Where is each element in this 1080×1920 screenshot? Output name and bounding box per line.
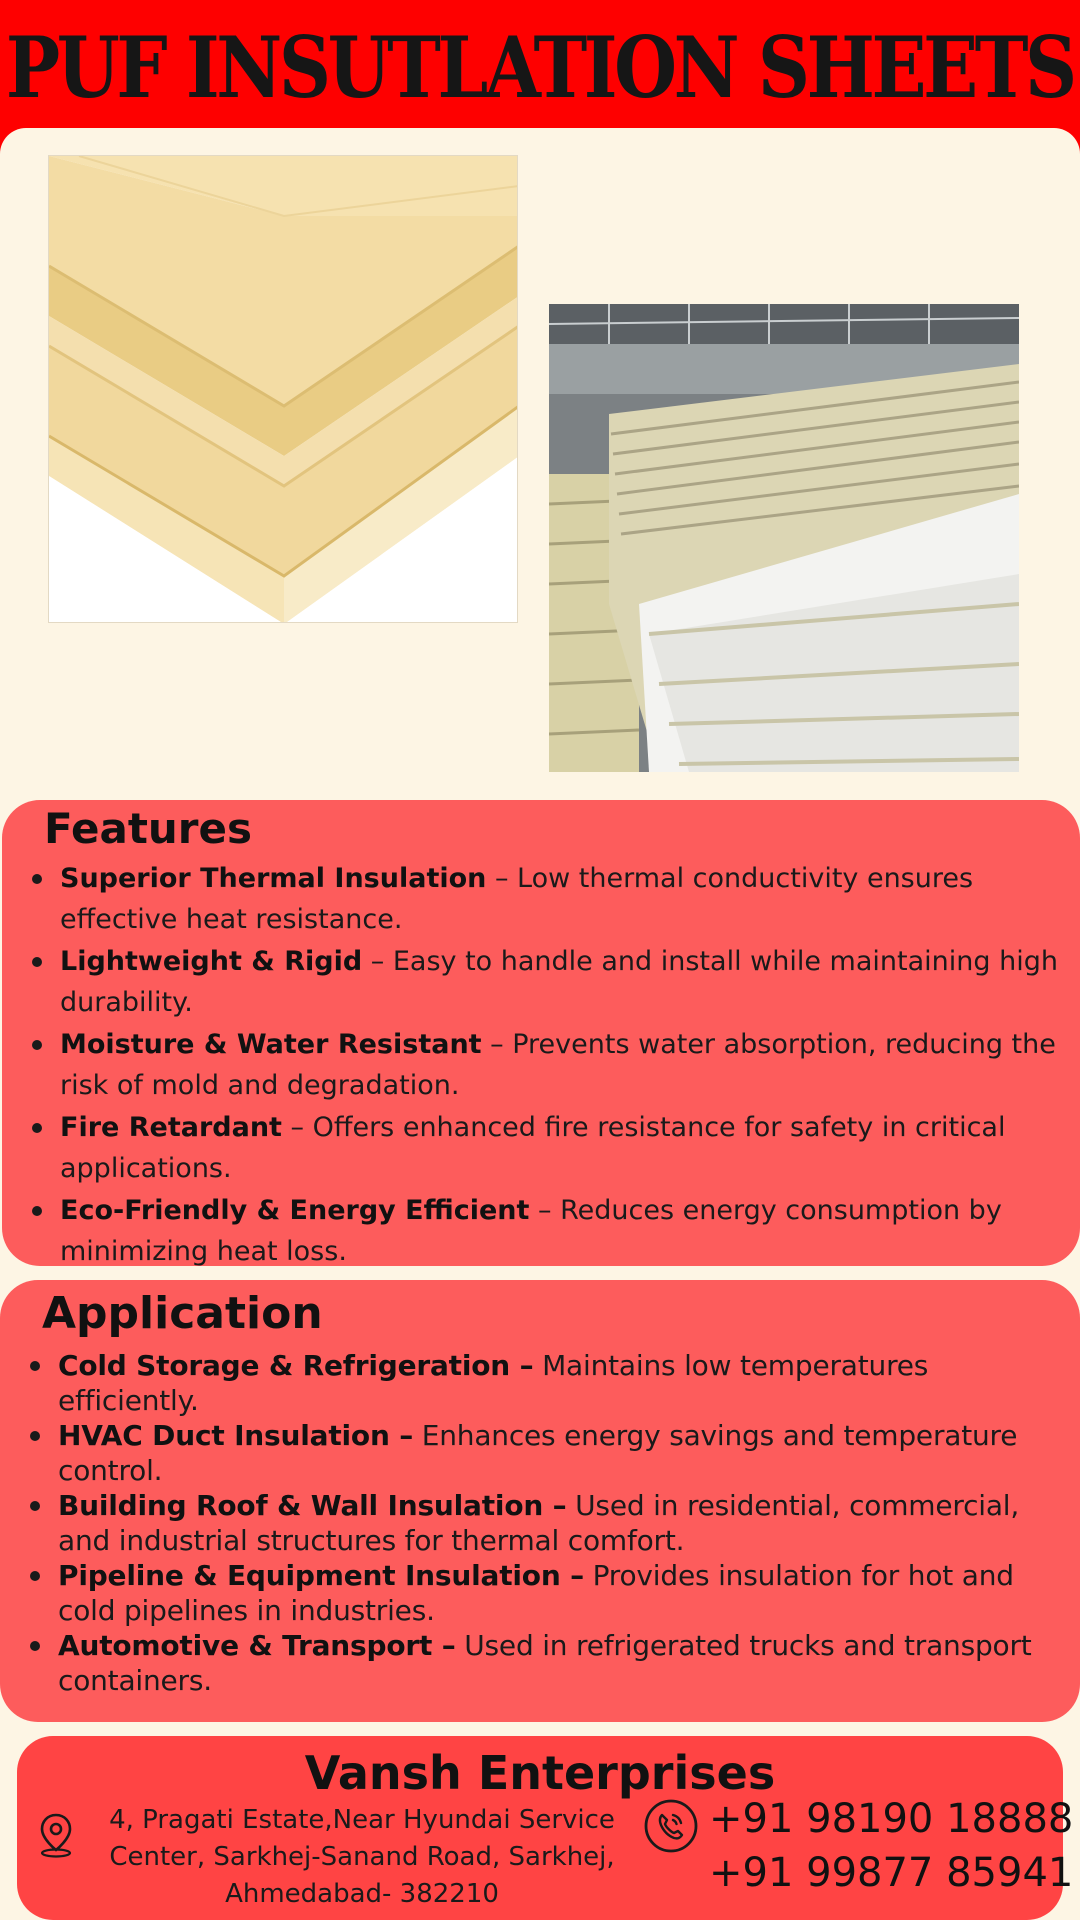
list-item <box>28 941 1078 1023</box>
phone-number[interactable]: +91 99877 85941 <box>709 1850 1074 1896</box>
list-item <box>26 1628 1076 1698</box>
list-item <box>28 858 1078 940</box>
feature-description: – Reduces energy consumption by minimizing heat loss. <box>60 1195 1002 1267</box>
feature-title: Superior Thermal Insulation <box>60 863 487 894</box>
application-title: Pipeline & Equipment Insulation – <box>58 1559 584 1592</box>
feature-title: Lightweight & Rigid <box>60 946 363 977</box>
page-title: PUF INSUTLATION SHEETS <box>6 18 1074 117</box>
address-line: Ahmedabad- 382210 <box>225 1879 499 1909</box>
feature-title: Fire Retardant <box>60 1112 282 1143</box>
company-name: Vansh Enterprises <box>304 1746 776 1800</box>
phone-number[interactable]: +91 98190 18888 <box>709 1796 1074 1842</box>
application-title: Cold Storage & Refrigeration – <box>58 1349 534 1382</box>
feature-description: – Easy to handle and install while maintaining high durability. <box>60 946 1058 1018</box>
feature-title: Moisture & Water Resistant <box>60 1029 482 1060</box>
address-block <box>77 1802 647 1913</box>
feature-description: – Prevents water absorption, reducing the risk of mold and degradation. <box>60 1029 1056 1101</box>
list-item <box>26 1418 1076 1488</box>
phone-numbers <box>709 1792 1074 1900</box>
list-item <box>28 1107 1078 1189</box>
application-title: HVAC Duct Insulation – <box>58 1419 414 1452</box>
feature-description: – Offers enhanced fire resistance for safety in critical applications. <box>60 1112 1006 1184</box>
list-item <box>26 1558 1076 1628</box>
application-title: Building Roof & Wall Insulation – <box>58 1489 567 1522</box>
foam-boards-photo <box>48 155 518 623</box>
features-heading: Features <box>44 804 252 853</box>
application-panel <box>0 1280 1080 1722</box>
application-description: Used in refrigerated trucks and transport containers. <box>58 1629 1032 1697</box>
phone-call-icon <box>643 1798 699 1854</box>
location-pin-icon <box>37 1812 75 1858</box>
header-banner <box>0 0 1080 135</box>
features-list <box>28 858 1078 1273</box>
feature-description: – Low thermal conductivity ensures effective heat resistance. <box>60 863 974 935</box>
list-item <box>26 1348 1076 1418</box>
address-line: Center, Sarkhej-Sanand Road, Sarkhej, <box>109 1842 615 1872</box>
list-item <box>28 1024 1078 1106</box>
application-list <box>26 1348 1076 1698</box>
features-panel <box>2 800 1080 1266</box>
feature-title: Eco-Friendly & Energy Efficient <box>60 1195 530 1226</box>
address-line: 4, Pragati Estate,Near Hyundai Service <box>109 1805 615 1835</box>
application-heading: Application <box>42 1288 323 1339</box>
contact-panel <box>17 1736 1074 1920</box>
list-item <box>26 1488 1076 1558</box>
application-description: Enhances energy savings and temperature control. <box>58 1419 1018 1487</box>
application-description: Used in residential, commercial, and industrial structures for thermal comfort. <box>58 1489 1020 1557</box>
application-title: Automotive & Transport – <box>58 1629 456 1662</box>
application-description: Maintains low temperatures efficiently. <box>58 1349 929 1417</box>
application-description: Provides insulation for hot and cold pipelines in industries. <box>58 1559 1014 1627</box>
list-item <box>28 1190 1078 1272</box>
sandwich-panels-photo <box>549 304 1019 772</box>
